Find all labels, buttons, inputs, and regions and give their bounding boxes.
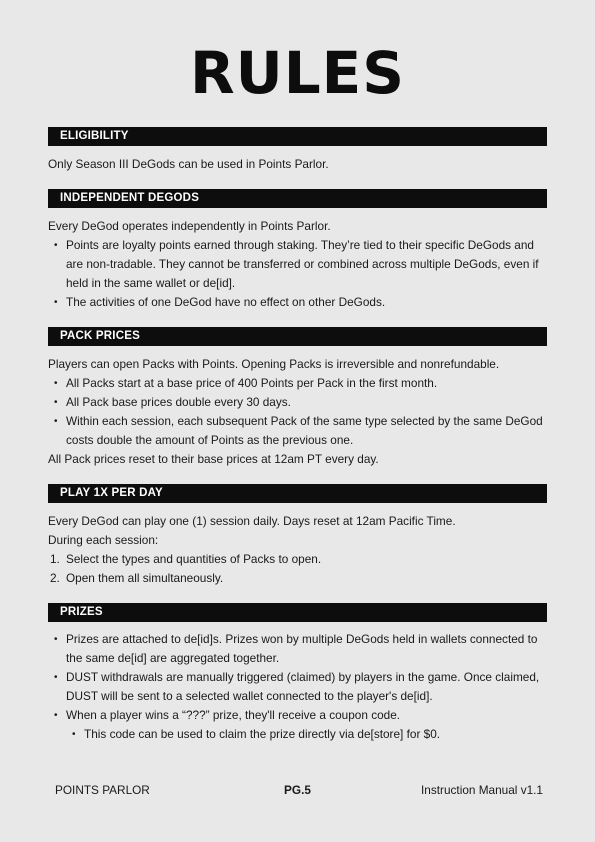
section-heading-play-per-day: PLAY 1X PER DAY bbox=[48, 484, 547, 503]
page-number: PG.5 bbox=[284, 783, 311, 797]
list-item: • All Pack base prices double every 30 days. bbox=[48, 393, 548, 412]
list-item: • Points are loyalty points earned through staking. They’re tied to their specific DeGods and are non-tradable. They cannot be transferred or combined across multiple DeGods, even if held in the same wallet or de[id]. bbox=[48, 236, 548, 293]
list-item-text: Open them all simultaneously. bbox=[66, 571, 224, 585]
list-item bbox=[48, 569, 548, 588]
paragraph: During each session: bbox=[48, 533, 159, 547]
footer-version: Instruction Manual v1.1 bbox=[421, 783, 543, 797]
list-number: 1. bbox=[50, 552, 60, 566]
list-item-text: Select the types and quantities of Packs to open. bbox=[66, 552, 322, 566]
list-item bbox=[48, 550, 548, 569]
paragraph: Every DeGod can play one (1) session daily. Days reset at 12am Pacific Time. bbox=[48, 514, 456, 528]
section-body-independent-degods bbox=[48, 217, 548, 312]
paragraph: All Pack prices reset to their base prices at 12am PT every day. bbox=[48, 452, 379, 466]
footer-title: POINTS PARLOR bbox=[55, 783, 150, 797]
bullet-list bbox=[48, 236, 548, 312]
numbered-list bbox=[48, 550, 548, 588]
list-item: • Prizes are attached to de[id]s. Prizes won by multiple DeGods held in wallets connected to the same de[id] are aggregated together. bbox=[48, 630, 548, 668]
list-item: • DUST withdrawals are manually triggered (claimed) by players in the game. Once claimed, DUST will be sent to a selected wallet connected to the player's de[id]. bbox=[48, 668, 548, 706]
page-title: RULES bbox=[189, 39, 406, 107]
section-body-prizes bbox=[48, 630, 548, 744]
paragraph: Every DeGod operates independently in Points Parlor. bbox=[48, 219, 331, 233]
paragraph: Players can open Packs with Points. Opening Packs is irreversible and nonrefundable. bbox=[48, 357, 500, 371]
bullet-list bbox=[48, 374, 548, 450]
list-item: • When a player wins a “???” prize, they'll receive a coupon code. bbox=[48, 706, 548, 725]
list-item: • Within each session, each subsequent Pack of the same type selected by the same DeGod costs double the amount of Points as the previous one. bbox=[48, 412, 548, 450]
section-heading-eligibility: ELIGIBILITY bbox=[48, 127, 547, 146]
section-heading-independent-degods: INDEPENDENT DEGODS bbox=[48, 189, 547, 208]
section-body-play-per-day bbox=[48, 512, 548, 588]
section-heading-prizes: PRIZES bbox=[48, 603, 547, 622]
sub-list-item: • This code can be used to claim the prize directly via de[store] for $0. bbox=[48, 725, 548, 744]
paragraph: Only Season III DeGods can be used in Points Parlor. bbox=[48, 157, 329, 171]
bullet-list bbox=[48, 630, 548, 744]
section-heading-pack-prices: PACK PRICES bbox=[48, 327, 547, 346]
list-number: 2. bbox=[50, 571, 60, 585]
section-body-pack-prices bbox=[48, 355, 548, 469]
section-body-eligibility bbox=[48, 155, 548, 174]
list-item: • The activities of one DeGod have no effect on other DeGods. bbox=[48, 293, 548, 312]
list-item: • All Packs start at a base price of 400 Points per Pack in the first month. bbox=[48, 374, 548, 393]
